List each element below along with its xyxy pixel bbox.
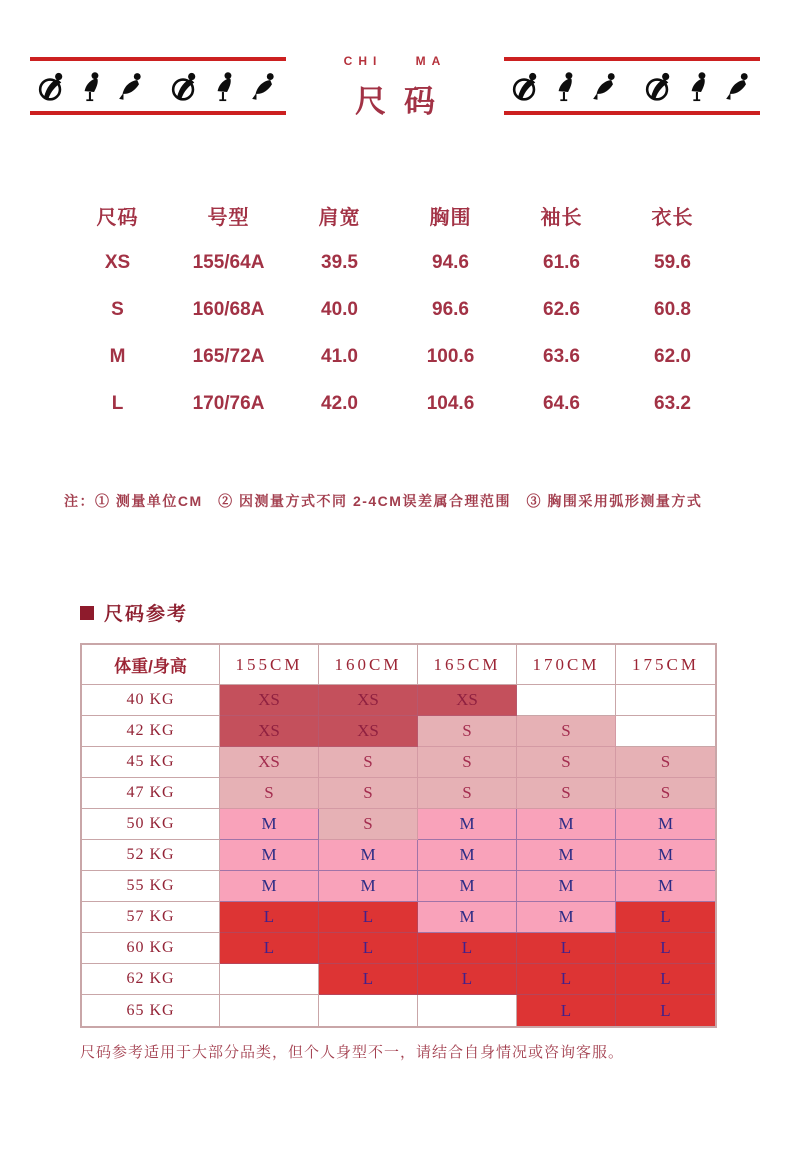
ref-cell: XS bbox=[319, 716, 418, 747]
dancer-crouch-icon bbox=[721, 68, 752, 104]
size-table-header: 胸围 bbox=[429, 207, 472, 229]
dancer-hoop-icon bbox=[645, 68, 676, 104]
size-cell: 39.5 bbox=[321, 251, 358, 273]
ref-cell: M bbox=[418, 809, 517, 840]
ref-cell: XS bbox=[220, 716, 319, 747]
ref-cell: L bbox=[517, 964, 616, 995]
size-cell: M bbox=[109, 345, 126, 367]
reference-footnote: 尺码参考适用于大部分品类，但个人身型不一，请结合自身情况或咨询客服。 bbox=[80, 1044, 625, 1061]
dancer-kneel-icon bbox=[550, 68, 581, 104]
size-cell: 96.6 bbox=[432, 298, 469, 320]
size-cell: 63.2 bbox=[654, 392, 691, 414]
ref-cell: M bbox=[517, 871, 616, 902]
ref-height-header: 170CM bbox=[517, 645, 616, 685]
size-cell: 61.6 bbox=[543, 251, 580, 273]
ref-cell: S bbox=[319, 809, 418, 840]
ref-cell bbox=[418, 995, 517, 1026]
ref-height-header: 175CM bbox=[616, 645, 715, 685]
size-cell: 59.6 bbox=[654, 251, 691, 273]
ref-weight-label: 40 KG bbox=[82, 685, 220, 716]
ref-weight-label: 55 KG bbox=[82, 871, 220, 902]
ref-cell: S bbox=[517, 747, 616, 778]
size-cell: 62.0 bbox=[654, 345, 691, 367]
ref-corner-header: 体重/身高 bbox=[82, 645, 220, 685]
ref-cell: M bbox=[220, 809, 319, 840]
measurement-note: 注：① 测量单位CM ② 因测量方式不同 2-4CM误差属合理范围 ③ 胸围采用弧形测量方式 bbox=[64, 493, 703, 509]
ref-cell: S bbox=[220, 778, 319, 809]
size-table-header: 号型 bbox=[207, 207, 250, 229]
ref-cell: M bbox=[517, 840, 616, 871]
ref-cell bbox=[616, 685, 715, 716]
ref-cell: S bbox=[616, 778, 715, 809]
ref-cell bbox=[220, 964, 319, 995]
reference-heading bbox=[80, 599, 188, 626]
size-cell: 170/76A bbox=[192, 392, 265, 414]
size-table-header: 衣长 bbox=[651, 207, 694, 229]
ref-cell bbox=[517, 685, 616, 716]
ref-cell: M bbox=[616, 840, 715, 871]
ref-cell: L bbox=[616, 964, 715, 995]
ref-cell: M bbox=[220, 871, 319, 902]
ref-cell: L bbox=[616, 902, 715, 933]
size-cell: XS bbox=[104, 251, 131, 273]
ref-cell: M bbox=[517, 809, 616, 840]
ref-cell: S bbox=[418, 716, 517, 747]
ref-cell: S bbox=[418, 778, 517, 809]
ref-cell: M bbox=[418, 840, 517, 871]
ref-weight-label: 62 KG bbox=[82, 964, 220, 995]
ref-cell: L bbox=[319, 902, 418, 933]
ref-cell: XS bbox=[220, 747, 319, 778]
ref-cell: L bbox=[517, 933, 616, 964]
ref-cell: S bbox=[319, 778, 418, 809]
dancer-kneel-icon bbox=[683, 68, 714, 104]
ref-height-header: 165CM bbox=[418, 645, 517, 685]
ref-height-header: 155CM bbox=[220, 645, 319, 685]
square-bullet-icon bbox=[80, 606, 94, 620]
ref-cell: S bbox=[616, 747, 715, 778]
ref-cell: S bbox=[517, 778, 616, 809]
size-cell: 42.0 bbox=[321, 392, 358, 414]
size-cell: S bbox=[111, 298, 124, 320]
ref-cell bbox=[220, 995, 319, 1026]
size-cell: 155/64A bbox=[192, 251, 265, 273]
size-cell: 60.8 bbox=[654, 298, 691, 320]
size-table bbox=[62, 192, 728, 427]
ref-weight-label: 65 KG bbox=[82, 995, 220, 1026]
ref-cell: M bbox=[319, 871, 418, 902]
ref-cell: L bbox=[319, 964, 418, 995]
ref-cell: L bbox=[418, 964, 517, 995]
ref-cell: M bbox=[616, 871, 715, 902]
ref-cell bbox=[319, 995, 418, 1026]
ref-cell: S bbox=[517, 716, 616, 747]
dancer-crouch-icon bbox=[588, 68, 619, 104]
ref-cell: L bbox=[616, 933, 715, 964]
ref-weight-label: 60 KG bbox=[82, 933, 220, 964]
ref-cell: M bbox=[220, 840, 319, 871]
size-table-header: 尺码 bbox=[96, 207, 139, 229]
ref-cell: L bbox=[517, 995, 616, 1026]
size-cell: 64.6 bbox=[543, 392, 580, 414]
title-pinyin: CHI MA bbox=[343, 54, 447, 68]
ref-weight-label: 50 KG bbox=[82, 809, 220, 840]
ref-cell: S bbox=[418, 747, 517, 778]
reference-heading-label: 尺码参考 bbox=[104, 604, 189, 625]
ref-weight-label: 47 KG bbox=[82, 778, 220, 809]
ref-cell bbox=[616, 716, 715, 747]
ref-cell: M bbox=[616, 809, 715, 840]
decorative-band-right bbox=[504, 57, 760, 115]
ref-weight-label: 42 KG bbox=[82, 716, 220, 747]
size-cell: 40.0 bbox=[321, 298, 358, 320]
size-cell: 41.0 bbox=[321, 345, 358, 367]
ref-height-header: 160CM bbox=[319, 645, 418, 685]
size-cell: 160/68A bbox=[192, 298, 265, 320]
dancer-hoop-icon bbox=[512, 68, 543, 104]
reference-table bbox=[80, 643, 717, 1028]
ref-cell: L bbox=[418, 933, 517, 964]
size-cell: L bbox=[111, 392, 124, 414]
ref-cell: XS bbox=[418, 685, 517, 716]
ref-cell: M bbox=[319, 840, 418, 871]
size-cell: 104.6 bbox=[426, 392, 475, 414]
ref-cell: S bbox=[319, 747, 418, 778]
size-cell: 62.6 bbox=[543, 298, 580, 320]
ref-weight-label: 57 KG bbox=[82, 902, 220, 933]
ref-cell: M bbox=[517, 902, 616, 933]
ref-cell: L bbox=[616, 995, 715, 1026]
size-cell: 94.6 bbox=[432, 251, 469, 273]
ref-weight-label: 45 KG bbox=[82, 747, 220, 778]
ref-cell: M bbox=[418, 871, 517, 902]
page-title: 尺码 bbox=[355, 84, 453, 119]
ref-cell: M bbox=[418, 902, 517, 933]
ref-cell: XS bbox=[220, 685, 319, 716]
ref-cell: L bbox=[220, 933, 319, 964]
size-cell: 165/72A bbox=[192, 345, 265, 367]
ref-cell: L bbox=[220, 902, 319, 933]
ref-weight-label: 52 KG bbox=[82, 840, 220, 871]
size-cell: 63.6 bbox=[543, 345, 580, 367]
size-table-header: 肩宽 bbox=[318, 207, 361, 229]
size-cell: 100.6 bbox=[426, 345, 475, 367]
ref-cell: L bbox=[319, 933, 418, 964]
size-table-header: 袖长 bbox=[540, 207, 583, 229]
ref-cell: XS bbox=[319, 685, 418, 716]
